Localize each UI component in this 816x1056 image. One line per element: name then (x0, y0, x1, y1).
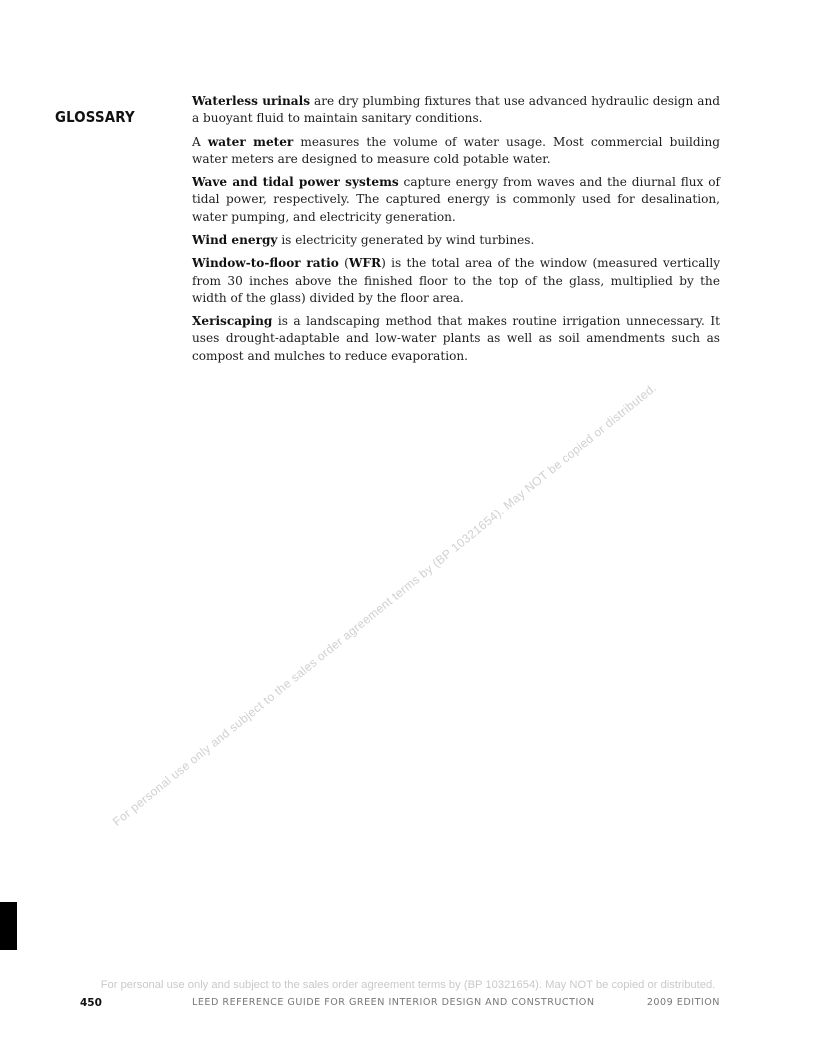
glossary-entry-xeriscaping (192, 313, 720, 365)
footer-watermark: For personal use only and subject to the sales order agreement terms by (BP 10321654). May NOT be copied or distributed. (100, 979, 716, 991)
entry-definition: measures the volume of water usage. Most commercial building water meters are designed to measure cold potable water. (192, 134, 720, 166)
entry-term-connector: ( (338, 256, 349, 271)
glossary-entry-window-to-floor-ratio (192, 255, 720, 307)
glossary-entry-water-meter (192, 134, 720, 168)
glossary-entry-wave-tidal-power (192, 174, 720, 226)
entry-definition: is electricity generated by wind turbines. (277, 232, 535, 247)
footer-title: LEED REFERENCE GUIDE FOR GREEN INTERIOR DESIGN AND CONSTRUCTION (192, 997, 595, 1008)
section-label: GLOSSARY (55, 108, 135, 126)
entry-term: Wave and tidal power systems (192, 175, 399, 190)
entry-prefix: A (192, 134, 208, 149)
glossary-entry-wind-energy (192, 232, 720, 249)
entry-definition: ) is the total area of the window (measured vertically from 30 inches above the finished floor to the top of the glass, multiplied by the width of the glass) divided by the floor area. (192, 256, 721, 305)
glossary-entries (192, 93, 720, 371)
page-number: 450 (80, 997, 102, 1009)
diagonal-watermark: For personal use only and subject to the sales order agreement terms by (BP 10321654). May NOT be copied or distributed. (110, 380, 660, 829)
entry-term: Wind energy (192, 232, 278, 247)
entry-term: water meter (207, 134, 294, 149)
entry-abbreviation: WFR (348, 256, 382, 271)
glossary-entry-waterless-urinals (192, 93, 720, 127)
entry-term: Xeriscaping (192, 314, 273, 329)
entry-definition: is a landscaping method that makes routine irrigation unnecessary. It uses drought-adaptable and low-water plants as well as soil amendments such as compost and mulches to reduce evaporation. (192, 314, 720, 363)
chapter-tab-marker (0, 902, 17, 950)
entry-definition: capture energy from waves and the diurnal flux of tidal power, respectively. The captured energy is commonly used for desalination, water pumping, and electricity generation. (192, 175, 720, 224)
footer-edition: 2009 EDITION (646, 997, 720, 1008)
entry-definition: are dry plumbing fixtures that use advanced hydraulic design and a buoyant fluid to maintain sanitary conditions. (192, 94, 720, 126)
entry-term: Window-to-floor ratio (192, 256, 339, 271)
entry-term: Waterless urinals (192, 94, 311, 108)
